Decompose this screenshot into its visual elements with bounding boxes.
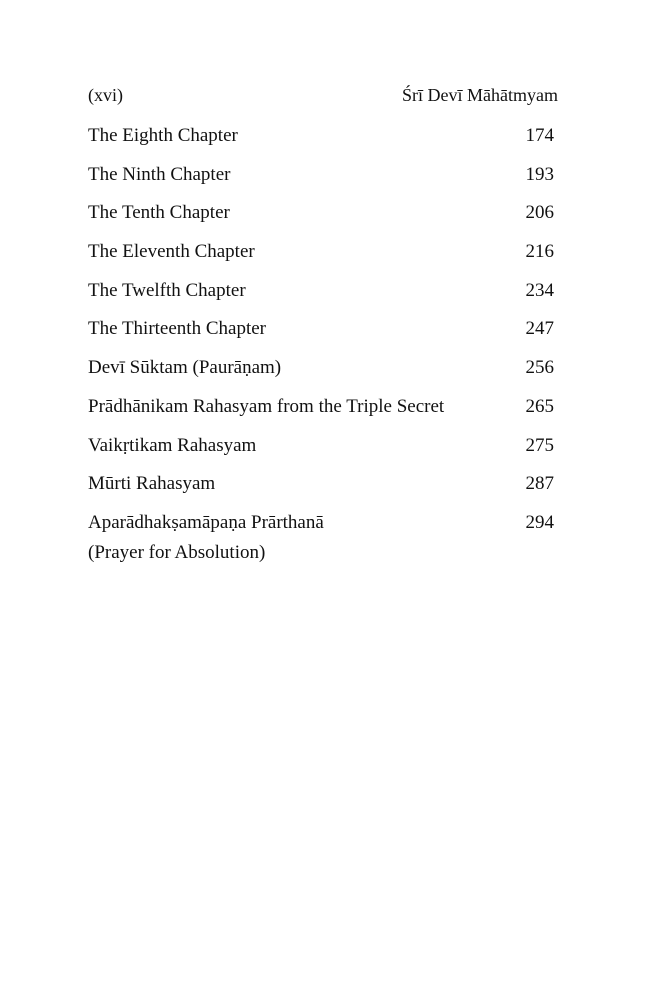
toc-entry-page-number: 216 — [525, 241, 554, 263]
toc-entry-page-number: 234 — [525, 279, 554, 301]
toc-entry-title: The Eighth Chapter — [88, 125, 238, 146]
toc-entry-subtitle: (Prayer for Absolution) — [88, 541, 266, 563]
running-head — [88, 84, 558, 106]
toc-entry-title: Devī Sūktam (Paurāṇam) — [88, 357, 282, 379]
running-book-title: Śrī Devī Māhātmyam — [402, 85, 558, 105]
toc-entry-vaikrtikam-rahasyam — [88, 435, 554, 457]
toc-entry-devi-suktam — [88, 357, 554, 379]
toc-entry-page-number: 287 — [525, 473, 554, 495]
toc-entry-aparadhaksamapana-prarthana — [88, 512, 554, 564]
toc-entry-pradhanikam-rahasyam — [88, 396, 554, 418]
toc-entry-ninth-chapter — [88, 164, 554, 186]
toc-entry-murti-rahasyam — [88, 473, 554, 495]
toc-entry-title: The Ninth Chapter — [88, 163, 231, 185]
toc-entry-title: The Twelfth Chapter — [88, 279, 246, 301]
toc-entry-page-number: 174 — [525, 125, 554, 146]
toc-entry-title: The Tenth Chapter — [88, 202, 230, 224]
toc-entry-title: Prādhānikam Rahasyam from the Triple Secret — [88, 395, 445, 417]
table-of-contents — [88, 125, 554, 581]
toc-entry-page-number: 206 — [525, 202, 554, 224]
toc-entry-title: The Thirteenth Chapter — [88, 318, 266, 340]
toc-entry-page-number: 275 — [525, 434, 554, 456]
toc-entry-title: Mūrti Rahasyam — [88, 473, 216, 495]
toc-entry-twelfth-chapter — [88, 280, 554, 302]
toc-entry-tenth-chapter — [88, 202, 554, 224]
toc-entry-eighth-chapter — [88, 125, 554, 147]
toc-entry-title: The Eleventh Chapter — [88, 241, 255, 263]
toc-entry-thirteenth-chapter — [88, 318, 554, 340]
toc-entry-page-number: 193 — [525, 163, 554, 185]
toc-entry-page-number: 265 — [525, 395, 554, 417]
toc-entry-page-number: 256 — [525, 357, 554, 379]
toc-entry-title: Aparādhakṣamāpaṇa Prārthanā — [88, 511, 324, 533]
toc-entry-title: Vaikṛtikam Rahasyam — [88, 434, 257, 456]
toc-entry-page-number: 294 — [525, 511, 554, 533]
toc-entry-eleventh-chapter — [88, 241, 554, 263]
page-folio: (xvi) — [88, 85, 123, 105]
toc-entry-page-number: 247 — [525, 318, 554, 340]
